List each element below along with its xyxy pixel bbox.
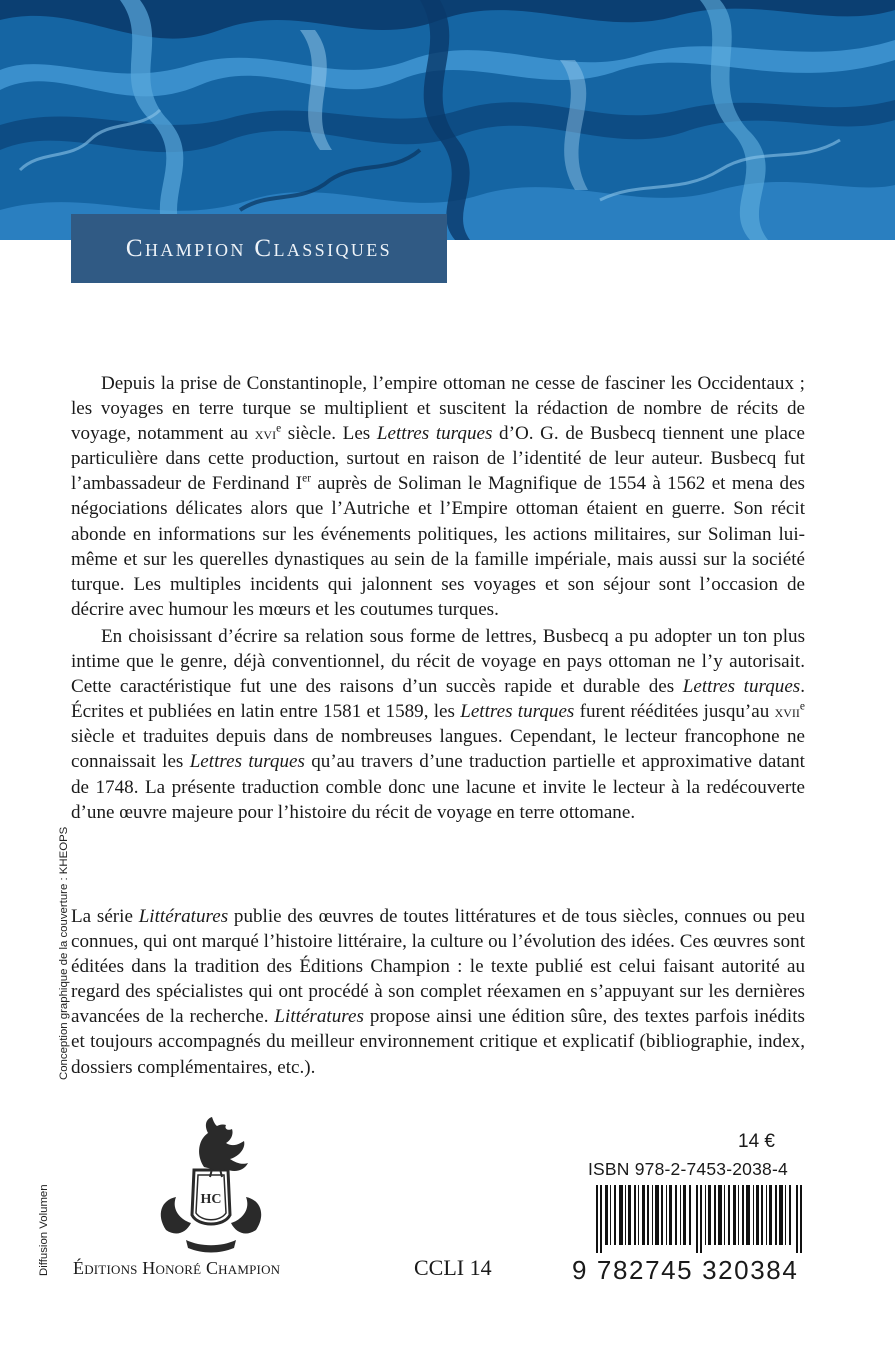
isbn-barcode (596, 1185, 804, 1253)
description-paragraph-1: Depuis la prise de Constantinople, l’empire ottoman ne cesse de fasciner les Occidentaux ; les voyages en terre turque se multiplient et suscitent la rédaction de nombre de récits de voyage, notamment au xvi$^e$ siècle. Les Lettres turques d’O. G. de Busbecq tiennent une place particulière dans cette production, surtout en raison de l’identité de leur auteur. Busbecq fut l’ambassadeur de Ferdinand Ier auprès de Soliman le Magnifique de 1554 à 1562 et mena des négociations délicates alors que l’Autriche et l’Empire ottoman étaient en guerre. Son récit abonde en informations sur les événements politiques, les actions militaires, sur Soliman lui-même et sur les querelles dynastiques au sein de la famille impériale, mais aussi sur la société turque. Les multiples incidents qui jalonnent ses voyages et son séjour sont l’occasion de décrire avec humour les mœurs et les coutumes turques. (71, 373, 805, 620)
publisher-horse-crest-logo (146, 1115, 276, 1255)
cover-design-credit: Conception graphique de la couverture : KHEOPS (58, 826, 70, 1080)
book-description (71, 371, 805, 825)
series-title-band (71, 214, 447, 283)
publisher-name: Éditions Honoré Champion (73, 1258, 281, 1278)
marbled-header-artwork (0, 0, 895, 240)
series-title: Champion Classiques (125, 234, 393, 262)
collection-number: CCLI 14 (414, 1255, 492, 1280)
logo-monogram: HC (200, 1192, 222, 1207)
distribution-credit: Diffusion Volumen (38, 1184, 50, 1276)
price-label: 14 € (738, 1131, 775, 1152)
series-blurb-paragraph: La série Littératures publie des œuvres de toutes littératures et de tous siècles, connues ou peu connues, qui ont marqué l’histoire littéraire, la culture ou l’évolution des idées. Ces œuvres sont éditées dans la tradition des Éditions Champion : le texte publié est celui faisant autorité au regard des spécialistes qui ont procédé à son complet réexamen en s’appuyant sur les dernières avancées de la recherche. Littératures propose ainsi une édition sûre, des textes parfois inédits et toujours accompagnés du meilleur environnement critique et explicatif (bibliographie, index, dossiers complémentaires, etc.). (71, 906, 805, 1078)
barcode-digits: 9 782745 320384 (572, 1255, 799, 1285)
description-paragraph-2: En choisissant d’écrire sa relation sous forme de lettres, Busbecq a pu adopter un ton plus intime que le genre, déjà conventionnel, du récit de voyage en pays ottoman ne l’y autorisait. Cette caractéristique fut une des raisons d’un succès rapide et durable des Lettres turques. Écrites et publiées en latin entre 1581 et 1589, les Lettres turques furent rééditées jusqu’au xvii$^e$ siècle et traduites depuis dans de nombreuses langues. Cependant, le lecteur francophone ne connaissait les Lettres turques qu’au travers d’une traduction partielle et approximative datant de 1748. La présente traduction comble donc une lacune et invite le lecteur à la redécouverte d’une œuvre majeure pour l’histoire du récit de voyage en terre ottomane. (71, 625, 805, 823)
series-blurb (71, 904, 805, 1080)
isbn-label: ISBN 978-2-7453-2038-4 (588, 1159, 788, 1179)
